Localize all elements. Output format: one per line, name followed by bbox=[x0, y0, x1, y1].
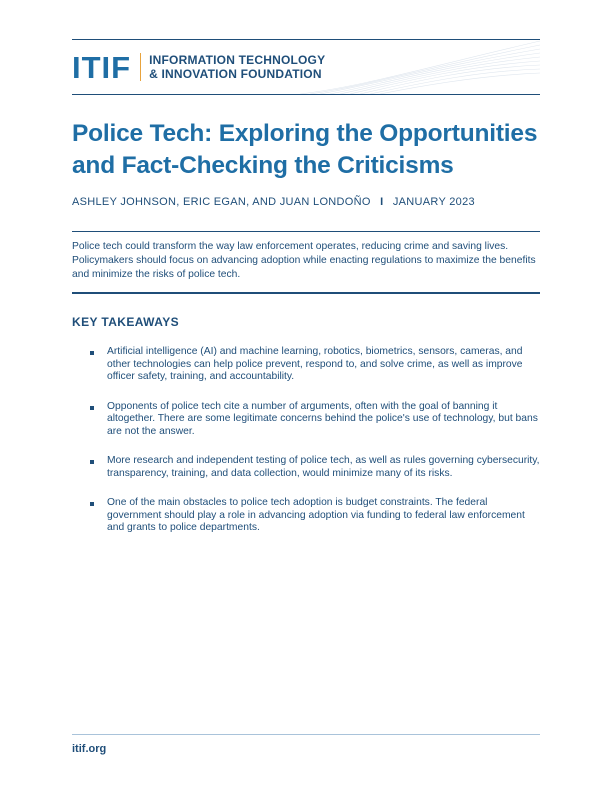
byline bbox=[72, 196, 475, 208]
key-takeaways-heading: KEY TAKEAWAYS bbox=[72, 315, 180, 329]
byline-date: JANUARY 2023 bbox=[392, 196, 475, 208]
organization-name bbox=[149, 53, 325, 81]
logo-divider bbox=[140, 53, 141, 81]
key-takeaways-list bbox=[90, 346, 540, 535]
report-title: Police Tech: Exploring the Opportunities and Fact-Checking the Criticisms bbox=[72, 120, 538, 179]
summary-top-rule bbox=[72, 231, 540, 232]
byline-separator: I bbox=[380, 196, 384, 208]
key-takeaway-item: One of the main obstacles to police tech adoption is budget constraints. The federal government should play a role in advancing adoption via funding to federal law enforcement and grants to police departments. bbox=[90, 497, 540, 535]
key-takeaway-item: Opponents of police tech cite a number of arguments, often with the goal of banning it altogether. There are some legitimate concerns behind the police's use of technology, but bans are not the answer. bbox=[90, 401, 540, 439]
summary-bottom-rule bbox=[72, 292, 540, 294]
itif-logo bbox=[72, 49, 325, 85]
byline-authors: ASHLEY JOHNSON, ERIC EGAN, AND JUAN LONDOÑO bbox=[72, 196, 371, 208]
summary-paragraph: Police tech could transform the way law enforcement operates, reducing crime and saving lives. Policymakers should focus on advancing adoption while enacting regulations to maximize the benefits and minimize the risks of police tech. bbox=[72, 241, 536, 280]
header-wave-decoration bbox=[300, 39, 540, 94]
logo-wordmark: ITIF bbox=[72, 49, 132, 85]
header-bottom-rule bbox=[72, 94, 540, 95]
footer-rule bbox=[72, 734, 540, 735]
organization-name-line-2: & INNOVATION FOUNDATION bbox=[149, 67, 322, 81]
key-takeaway-item: More research and independent testing of police tech, as well as rules governing cybersecurity, transparency, training, and data collection, would minimize many of its risks. bbox=[90, 455, 540, 480]
footer-website-link[interactable]: itif.org bbox=[72, 743, 107, 755]
organization-name-line-1: INFORMATION TECHNOLOGY bbox=[149, 53, 326, 67]
key-takeaway-item: Artificial intelligence (AI) and machine learning, robotics, biometrics, sensors, cameras, and other technologies can help police prevent, respond to, and solve crime, as well as improve officer safety, training, and accountability. bbox=[90, 346, 540, 384]
